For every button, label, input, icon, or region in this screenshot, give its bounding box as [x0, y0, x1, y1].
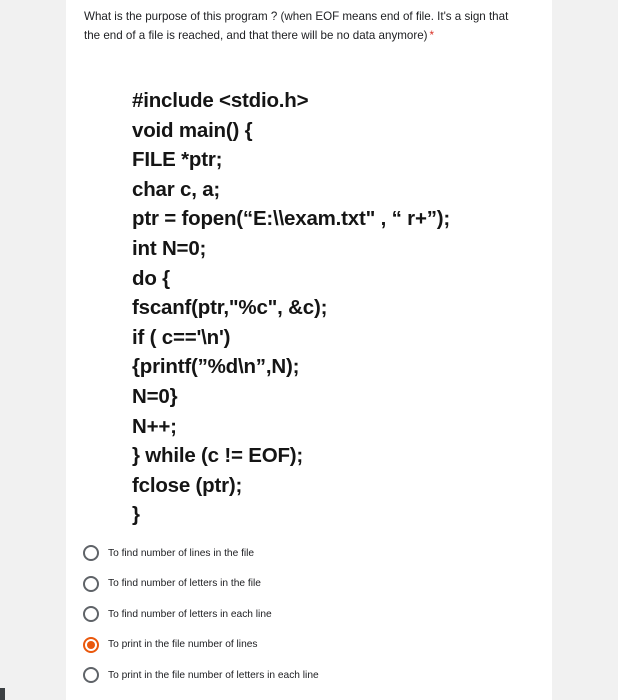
radio-button[interactable]	[83, 576, 99, 592]
code-line: }	[132, 503, 140, 527]
option-print-letters-each-line[interactable]	[82, 660, 542, 691]
question-title	[84, 8, 524, 45]
option-label[interactable]: To print in the file number of lines	[108, 639, 258, 651]
radio-button[interactable]	[83, 667, 99, 683]
code-line: fclose (ptr);	[132, 473, 243, 497]
code-line: ptr = fopen(“E:\\exam.txt" , “ r+”);	[132, 207, 451, 231]
code-line: N=0}	[132, 384, 178, 408]
option-label[interactable]: To print in the file number of letters in each line	[108, 669, 319, 681]
answer-options	[82, 538, 542, 691]
code-line: FILE *ptr;	[132, 148, 223, 172]
option-label[interactable]: To find number of lines in the file	[108, 547, 255, 559]
code-line: N++;	[132, 414, 177, 438]
option-letters-each-line[interactable]	[82, 599, 542, 630]
code-line: } while (c != EOF);	[132, 444, 304, 468]
radio-button[interactable]	[83, 545, 99, 561]
code-line: do {	[132, 266, 170, 290]
option-lines-count[interactable]	[82, 538, 542, 569]
radio-button[interactable]	[83, 606, 99, 622]
code-line: if ( c=='\n')	[132, 325, 231, 349]
option-print-lines[interactable]	[82, 630, 542, 661]
code-line: {printf(”%d\n”,N);	[132, 355, 300, 379]
code-line: fscanf(ptr,"%c", &c);	[132, 296, 328, 320]
option-label[interactable]: To find number of letters in the file	[108, 578, 261, 590]
code-snippet	[132, 86, 532, 530]
code-line: int N=0;	[132, 236, 207, 260]
option-label[interactable]: To find number of letters in each line	[108, 608, 272, 620]
required-asterisk: *	[429, 28, 435, 42]
radio-button[interactable]	[83, 637, 99, 653]
code-line: #include <stdio.h>	[132, 89, 309, 112]
question-text: What is the purpose of this program ? (when EOF means end of file. It's a sign that the end of a file is reached, and that there will be no data anymore)	[84, 10, 509, 42]
code-line: void main() {	[132, 118, 253, 142]
code-line: char c, a;	[132, 177, 221, 201]
edge-marker	[0, 688, 5, 700]
option-letters-count[interactable]	[82, 569, 542, 600]
